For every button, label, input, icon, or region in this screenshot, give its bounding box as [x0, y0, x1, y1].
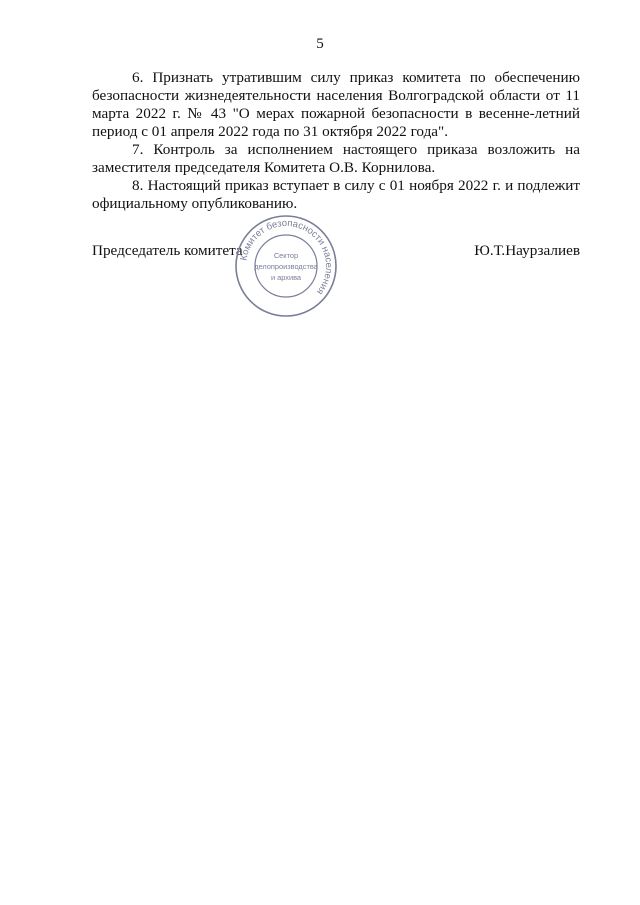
page-number: 5 [316, 36, 324, 52]
stamp-seal [232, 212, 340, 320]
stamp-ring-textpath: Комитет безопасности населения [238, 217, 335, 297]
stamp-center-line-2: делопроизводства [254, 262, 318, 271]
official-stamp [232, 212, 340, 320]
paragraph-7: 7. Контроль за исполнением настоящего приказа возложить на заместителя председателя Комитета О.В. Корнилова. [92, 141, 580, 176]
document-body [92, 69, 580, 213]
signature-position: Председатель комитета [92, 242, 243, 259]
signature-name: Ю.Т.Наурзалиев [474, 242, 580, 259]
stamp-center-line-1: Сектор [273, 251, 299, 260]
stamp-center-line-3: и архива [270, 273, 302, 282]
paragraph-6: 6. Признать утратившим силу приказ комитета по обеспечению безопасности жизнедеятельности населения Волгоградской области от 11 марта 2022 г. № 43 "О мерах пожарной безопасности в весенне-летний период с 01 апреля 2022 года по 31 октября 2022 года". [92, 69, 580, 140]
paragraph-8: 8. Настоящий приказ вступает в силу с 01 ноября 2022 г. и подлежит официальному опубликованию. [92, 177, 580, 212]
